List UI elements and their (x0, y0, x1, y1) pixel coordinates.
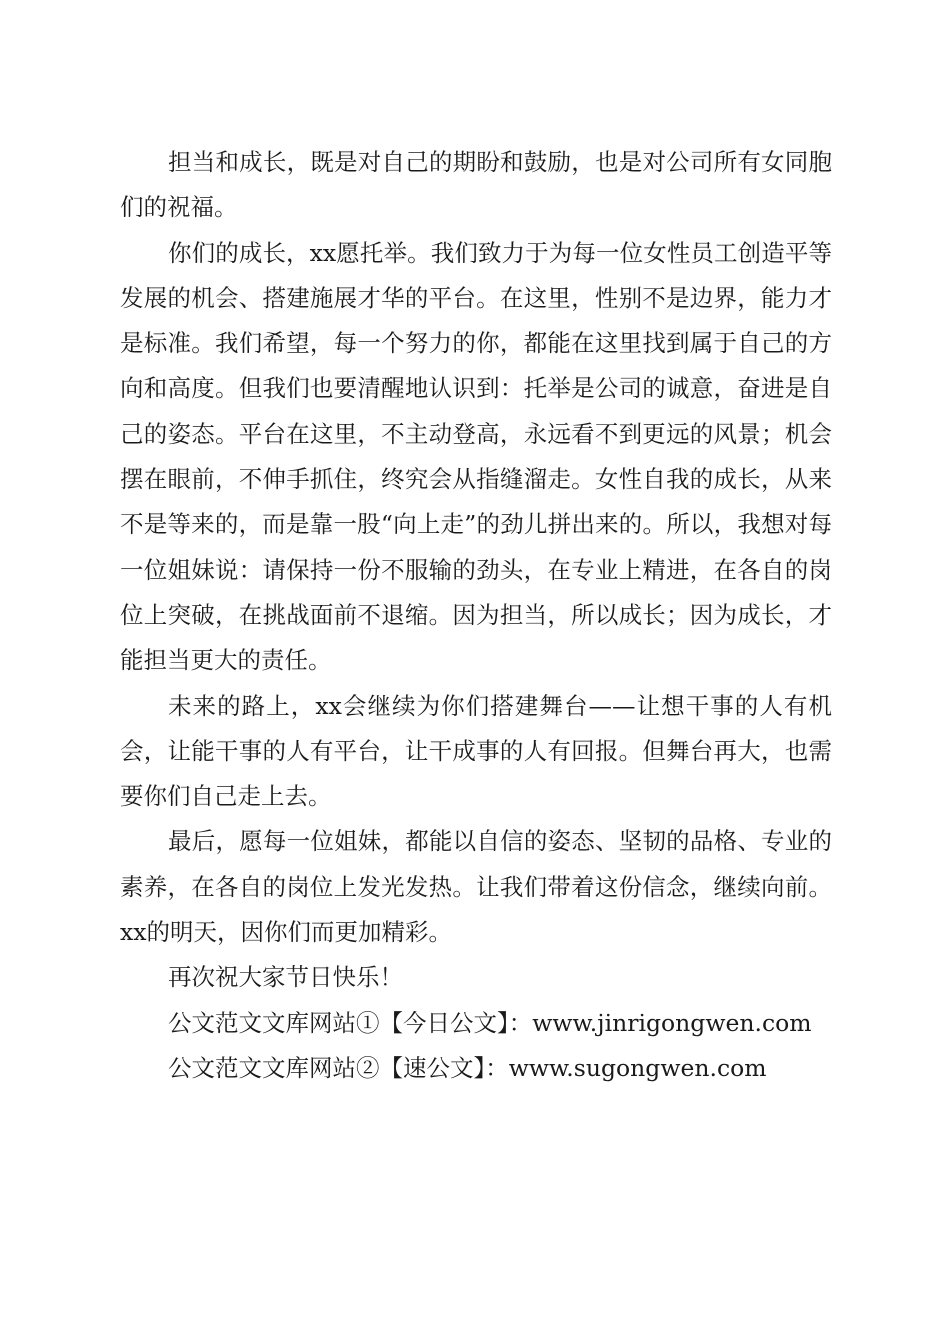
paragraph-closing: 再次祝大家节日快乐！ (168, 963, 403, 992)
document-body (120, 140, 832, 1091)
paragraph-3: 未来的路上，xx会继续为你们搭建舞台——让想干事的人有机会，让能干事的人有平台，让干成事的人有回报。但舞台再大，也需要你们自己走上去。 (120, 691, 832, 811)
paragraph-2: 你们的成长，xx愿托举。我们致力于为每一位女性员工创造平等发展的机会、搭建施展才华的平台。在这里，性别不是边界，能力才是标准。我们希望，每一个努力的你，都能在这里找到属于自己的方向和高度。但我们也要清醒地认识到：托举是公司的诚意，奋进是自己的姿态。平台在这里，不主动登高，永远看不到更远的风景；机会摆在眼前，不伸手抓住，终究会从指缝溜走。女性自我的成长，从来不是等来的，而是靠一股“向上走”的劲儿拼出来的。所以，我想对每一位姐妹说：请保持一份不服输的劲头，在专业上精进，在各自的岗位上突破，在挑战面前不退缩。因为担当，所以成长；因为成长，才能担当更大的责任。 (120, 238, 832, 675)
website-link-1[interactable]: 公文范文文库网站①【今日公文】：www.jinrigongwen.com (168, 1008, 812, 1037)
website-link-2[interactable]: 公文范文文库网站②【速公文】：www.sugongwen.com (168, 1053, 767, 1082)
paragraph-1: 担当和成长，既是对自己的期盼和鼓励，也是对公司所有女同胞们的祝福。 (120, 148, 832, 222)
paragraph-4: 最后，愿每一位姐妹，都能以自信的姿态、坚韧的品格、专业的素养，在各自的岗位上发光发热。让我们带着这份信念，继续向前。xx的明天，因你们而更加精彩。 (120, 827, 832, 947)
